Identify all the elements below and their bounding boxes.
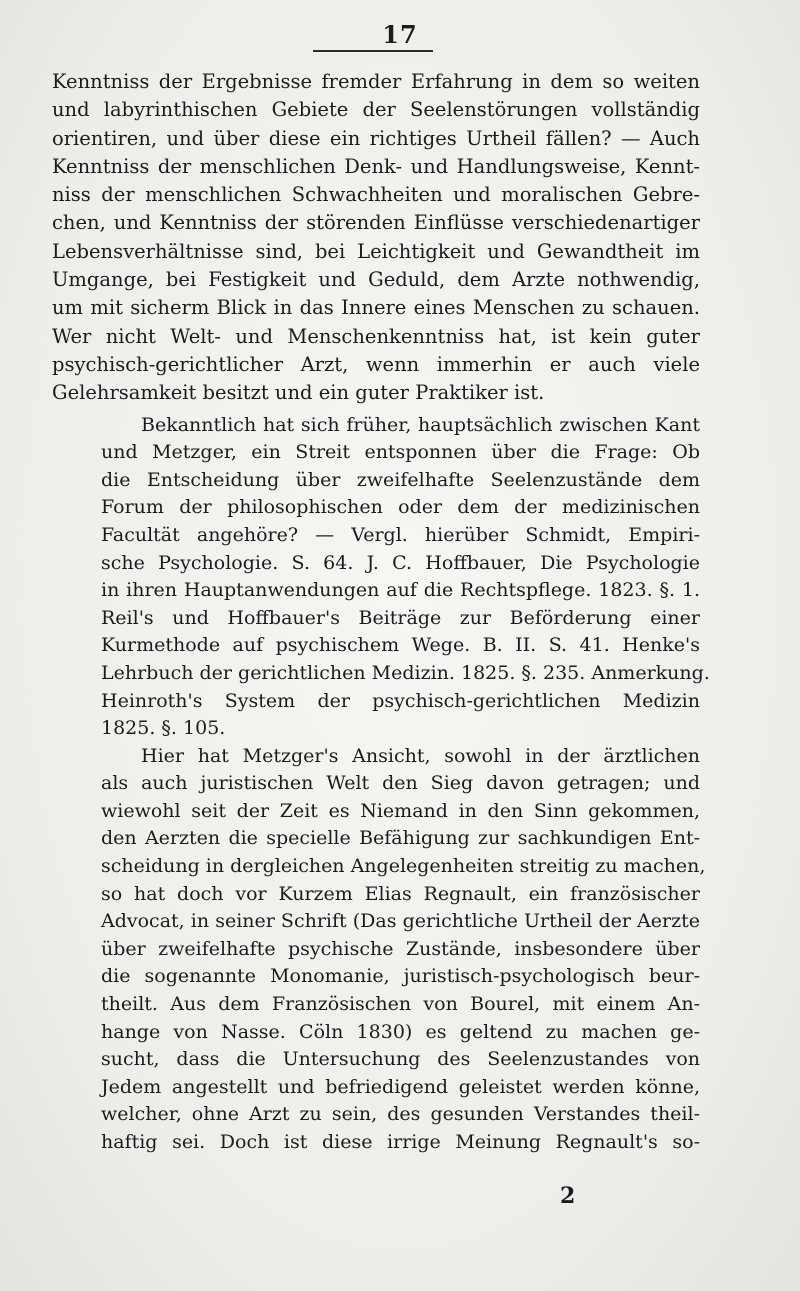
footnote-line: in ihren Hauptanwendungen auf die Rechtspflege. 1823. §. 1.	[101, 579, 700, 602]
footnote-line: sucht, dass die Untersuchung des Seelenzustandes von	[101, 1048, 700, 1071]
text-line: und labyrinthischen Gebiete der Seelenstörungen vollständig	[52, 98, 700, 122]
text-line: orientiren, und über diese ein richtiges Urtheil fällen? — Auch	[52, 126, 700, 150]
footnote-line: Bekanntlich hat sich früher, hauptsächlich zwischen Kant	[141, 413, 700, 436]
text-line: psychisch-gerichtlicher Arzt, wenn immerhin er auch viele	[52, 352, 700, 376]
signature-mark: 2	[560, 1183, 576, 1209]
body-text	[52, 68, 710, 1157]
header-rule	[313, 50, 433, 52]
footnote-line: Lehrbuch der gerichtlichen Medizin. 1825. §. 235. Anmerkung.	[101, 661, 710, 684]
text-line: Kenntniss der menschlichen Denk- und Handlungsweise, Kennt-	[52, 154, 700, 178]
footnote-line: Hier hat Metzger's Ansicht, sowohl in der ärztlichen	[141, 744, 700, 767]
text-line: Lebensverhältnisse sind, bei Leichtigkeit und Gewandtheit im	[52, 239, 700, 263]
footnote-line: hange von Nasse. Cöln 1830) es geltend zu machen ge-	[101, 1020, 700, 1043]
footnote-line: Facultät angehöre? — Vergl. hierüber Schmidt, Empiri-	[101, 523, 700, 546]
main-paragraph	[52, 68, 700, 408]
footnote-line: Jedem angestellt und befriedigend geleistet werden könne,	[101, 1075, 700, 1098]
footnote-line: 1825. §. 105.	[101, 717, 226, 740]
footnote-line: Forum der philosophischen oder dem der medizinischen	[101, 496, 700, 519]
footnote-line: haftig sei. Doch ist diese irrige Meinung Regnault's so-	[101, 1131, 700, 1153]
footnote-line: als auch juristischen Welt den Sieg davon getragen; und	[101, 772, 700, 795]
text-line: Gelehrsamkeit besitzt und ein guter Praktiker ist.	[52, 381, 545, 405]
footnote-line: die Entscheidung über zweifelhafte Seelenzustände dem	[101, 468, 700, 491]
footnote-line: sche Psychologie. S. 64. J. C. Hoffbauer, Die Psychologie	[101, 551, 700, 574]
footnote-line: den Aerzten die specielle Befähigung zur sachkundigen Ent-	[101, 827, 700, 850]
footnote-line: Reil's und Hoffbauer's Beiträge zur Beförderung einer	[101, 606, 700, 629]
footnote-line: wiewohl seit der Zeit es Niemand in den Sinn gekommen,	[101, 799, 700, 822]
footnote-line: so hat doch vor Kurzem Elias Regnault, ein französischer	[101, 882, 700, 905]
footnote-line: und Metzger, ein Streit entsponnen über die Frage: Ob	[101, 441, 700, 464]
footnote-line: über zweifelhafte psychische Zustände, insbesondere über	[101, 937, 700, 960]
footnote-line: Kurmethode auf psychischem Wege. B. II. S. 41. Henke's	[101, 634, 700, 657]
footnote-line: Advocat, in seiner Schrift (Das gerichtliche Urtheil der Aerzte	[101, 910, 700, 933]
text-line: Umgange, bei Festigkeit und Geduld, dem Arzte nothwendig,	[52, 268, 700, 292]
footnote-line: scheidung in dergleichen Angelegenheiten streitig zu machen,	[101, 855, 706, 878]
text-line: chen, und Kenntniss der störenden Einflüsse verschiedenartiger	[52, 211, 700, 235]
text-line: Kenntniss der Ergebnisse fremder Erfahrung in dem so weiten	[52, 70, 700, 93]
page-number: 17	[382, 20, 418, 49]
text-line: niss der menschlichen Schwachheiten und moralischen Gebre-	[52, 183, 700, 207]
text-line: Wer nicht Welt- und Menschenkenntniss hat, ist kein guter	[52, 324, 700, 348]
footnote-line: theilt. Aus dem Französischen von Bourel, mit einem An-	[101, 993, 700, 1016]
footnote-line: welcher, ohne Arzt zu sein, des gesunden Verstandes theil-	[101, 1103, 700, 1126]
footnote-line: die sogenannte Monomanie, juristisch-psychologisch beur-	[101, 965, 700, 988]
footnote-line: Heinroth's System der psychisch-gerichtlichen Medizin	[101, 689, 700, 712]
text-line: um mit sicherm Blick in das Innere eines Menschen zu schauen.	[52, 296, 700, 320]
footnote	[101, 412, 710, 1157]
